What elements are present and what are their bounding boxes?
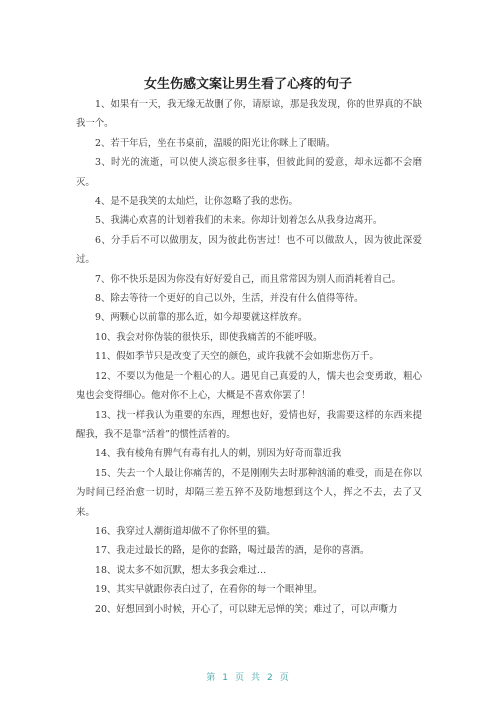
list-item: 12、不要以为他是一个粗心的人。遇见自己真爱的人，懦夫也会变勇敢，粗心鬼也会变得细心。他对你不上心，大概是不喜欢你罢了！ [76,370,422,402]
list-item: 1、如果有一天，我无缘无故删了你，请原谅，那是我发现，你的世界真的不缺我一个。 [76,99,422,130]
list-item: 15、失去一个人最让你痛苦的，不是刚刚失去时那种汹涌的难受，而是在你以为时间已经治愈一切时，却隔三差五猝不及防地想到这个人，挥之不去，去了又来。 [76,467,422,518]
sentence-list [76,95,422,619]
list-item: 2、若干年后，坐在书桌前，温暖的阳光让你眯上了眼睛。 [95,137,336,149]
footer-total-label: 共 [251,673,262,683]
list-item: 16、我穿过人潮街道却做不了你怀里的猫。 [95,525,276,537]
footer-total-num: 2 [267,673,274,683]
list-item: 18、说太多不如沉默，想太多我会难过… [95,564,267,576]
list-item: 17、我走过最长的路，是你的套路，喝过最苦的酒，是你的喜酒。 [95,545,370,557]
page-footer [0,670,496,683]
list-item: 20、好想回到小时候，开心了，可以肆无忌惮的笑；难过了，可以声嘶力 [95,603,398,615]
list-item: 3、时光的流逝，可以使人淡忘很多往事，但彼此间的爱意，却永远都不会磨灭。 [76,157,422,188]
list-item: 13、找一样我认为重要的东西，理想也好，爱情也好，我需要这样的东西来提醒我，我不是靠“活着”的惯性活着的。 [76,409,422,440]
list-item: 10、我会对你伪装的很快乐，即使我痛苦的不能呼吸。 [95,331,323,343]
footer-page-label: 第 [206,673,217,683]
footer-total-unit: 页 [279,673,290,683]
document-title: 女生伤感文案让男生看了心疼的句子 [143,77,352,92]
list-item: 14、我有棱角有脾气有毒有扎人的刺，别因为好奇而靠近我 [95,448,342,460]
footer-page-num: 1 [222,673,229,683]
list-item: 19、其实早就跟你表白过了，在看你的每一个眼神里。 [95,584,323,596]
list-item: 6、分手后不可以做朋友，因为彼此伤害过！也不可以做敌人，因为彼此深爱过。 [76,234,422,266]
list-item: 4、是不是我笑的太灿烂，让你忽略了我的悲伤。 [95,196,298,208]
list-item: 5、我满心欢喜的计划着我们的未来。你却计划着怎么从我身边离开。 [95,215,383,227]
list-item: 9、两颗心以前靠的那么近，如今却要就这样放弃。 [95,312,308,324]
list-item: 7、你不快乐是因为你没有好好爱自己，而且常常因为别人而消耗着自己。 [95,273,401,285]
list-item: 11、假如季节只是改变了天空的颜色，或许我就不会如斯悲伤万千。 [95,351,379,363]
footer-page-unit: 页 [234,673,245,683]
list-item: 8、除去等待一个更好的自己以外，生活，并没有什么值得等待。 [95,293,364,305]
